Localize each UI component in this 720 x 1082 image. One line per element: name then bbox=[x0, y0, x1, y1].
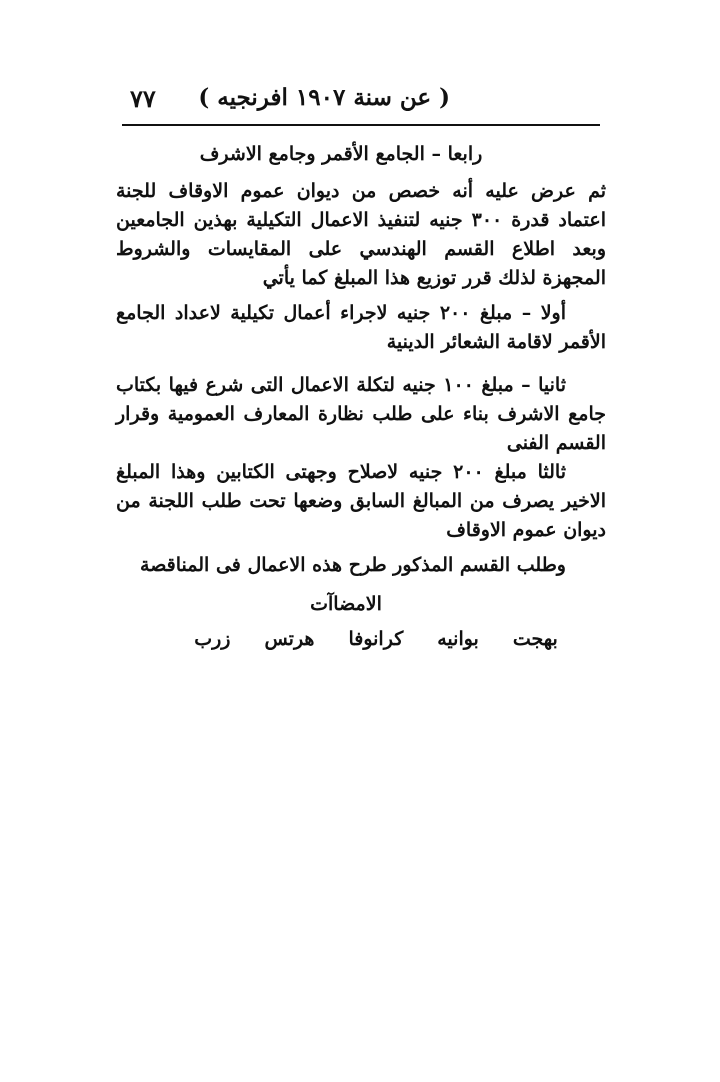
paragraph-intro: ثم عرض عليه أنه خصص من ديوان عموم الاوقاف للجنة اعتماد قدرة ٣٠٠ جنيه لتنفيذ الاعمال التكيلية بهذين الجامعين وبعد اطلاع القسم الهندسي على المقايسات والشروط المجهزة لذلك قرر توزيع هذا المبلغ كما يأتي bbox=[116, 180, 606, 289]
signature-name: بوانيه bbox=[437, 628, 479, 650]
signature-name: زرب bbox=[194, 628, 231, 650]
document-body bbox=[116, 140, 606, 654]
paragraph-second-item: ثانيا – مبلغ ١٠٠ جنيه لتكلة الاعمال التى شرع فيها بكتاب جامع الاشرف بناء على طلب نظارة المعارف العمومية وقرار القسم الفنى bbox=[116, 374, 606, 454]
header-title: ( عن سنة ١٩٠٧ افرنجيه ) bbox=[198, 84, 450, 111]
paragraph-third-item: ثالثا مبلغ ٢٠٠ جنيه لاصلاح وجهتى الكتابين وهذا المبلغ الاخير يصرف من المبالغ السابق وضعها تحت طلب اللجنة من ديوان عموم الاوقاف bbox=[116, 461, 606, 541]
paragraph-first-item: أولا – مبلغ ٢٠٠ جنيه لاجراء أعمال تكيلية لاعداد الجامع الأقمر لاقامة الشعائر الدينية bbox=[116, 302, 606, 353]
signatures-row bbox=[116, 625, 606, 654]
signature-name: بهجت bbox=[512, 628, 558, 650]
signatures-heading: الامضاآت bbox=[310, 593, 382, 615]
section-heading: رابعا – الجامع الأقمر وجامع الاشرف bbox=[199, 143, 483, 165]
paragraph-tender-request: وطلب القسم المذكور طرح هذه الاعمال فى المناقصة bbox=[140, 554, 566, 576]
page-number: ٧٧ bbox=[130, 84, 156, 113]
signature-name: هرتس bbox=[264, 628, 315, 650]
header-rule bbox=[122, 124, 600, 126]
signature-name: كرانوفا bbox=[348, 628, 404, 650]
running-header bbox=[122, 84, 600, 124]
